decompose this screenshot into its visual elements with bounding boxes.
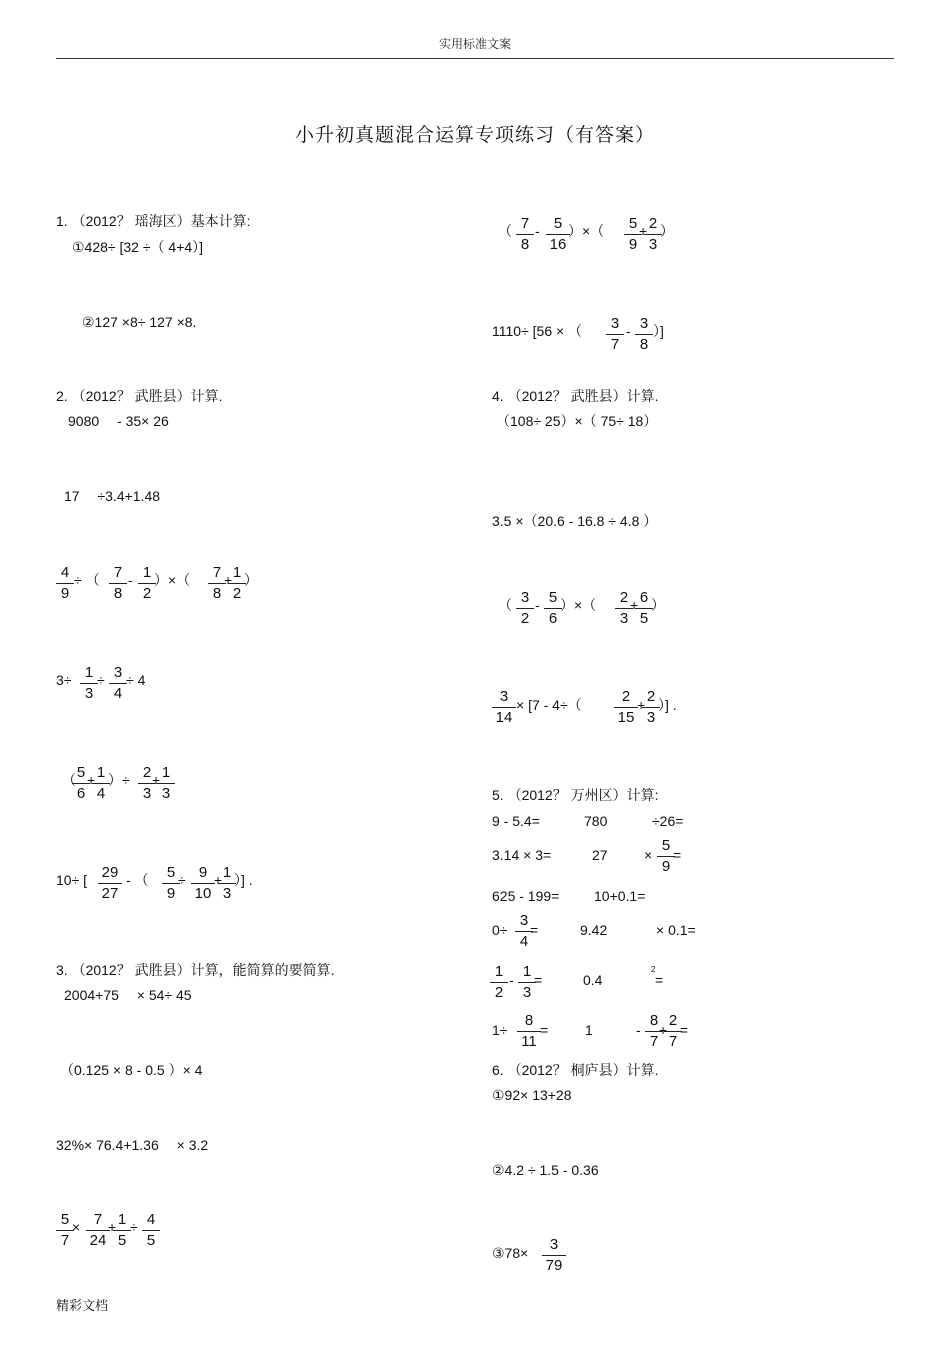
fraction: 29 27 <box>98 865 122 901</box>
operator: × <box>72 1219 81 1235</box>
operator: （ <box>62 772 76 788</box>
fraction: 1 3 <box>518 964 536 1000</box>
operator: + <box>630 597 639 613</box>
fraction: 3 7 <box>606 316 624 352</box>
operator: + <box>108 1219 117 1235</box>
q6-a: ①92× 13+28 <box>492 1087 572 1103</box>
header-divider <box>56 58 894 59</box>
q5-r2d: = <box>673 847 682 863</box>
q5-r1b: 780 <box>584 813 608 829</box>
q5-r3a: 625 - 199= <box>492 888 560 904</box>
operator: ）×（ <box>560 597 597 613</box>
fraction: 3 14 <box>492 689 516 725</box>
q5-r6e: + <box>659 1022 668 1038</box>
page-title: 小升初真题混合运算专项练习（有答案） <box>294 124 655 146</box>
fraction: 9 10 <box>191 865 215 901</box>
operator: - （ <box>126 872 149 888</box>
q6-b: ②4.2 ÷ 1.5 - 0.36 <box>492 1162 599 1178</box>
fraction: 2 7 <box>664 1013 682 1049</box>
fraction: 5 16 <box>546 216 570 252</box>
operator: - <box>128 572 133 588</box>
q5-r6d: - <box>636 1022 641 1038</box>
operator: ÷ 4 <box>126 672 146 688</box>
fraction: 1 2 <box>138 565 156 601</box>
q2-heading: 2. （2012？ 武胜县）计算. <box>56 388 223 404</box>
q5-r2c: × <box>644 847 653 863</box>
operator: + <box>87 772 96 788</box>
operator: + <box>639 223 648 239</box>
operator: × [7 - 4÷（ <box>516 697 582 713</box>
fraction: 1 3 <box>80 665 98 701</box>
fraction: 1 4 <box>92 765 110 801</box>
operator: - <box>535 597 540 613</box>
operator: + <box>224 572 233 588</box>
q3-a: 2004+75 × 54÷ 45 <box>64 987 192 1003</box>
q5-r4a: 0÷ <box>492 922 508 938</box>
fraction: 8 7 <box>645 1013 663 1049</box>
operator: ）] . <box>234 872 253 888</box>
q3-c: 32%× 76.4+1.36 × 3.2 <box>56 1137 209 1153</box>
fraction: 2 15 <box>614 689 638 725</box>
operator: - <box>626 323 631 339</box>
fraction: 5 6 <box>544 590 562 626</box>
q1-b: ②127 ×8÷ 127 ×8. <box>82 314 197 330</box>
q2-a: 9080 - 35× 26 <box>68 413 169 429</box>
fraction: 4 9 <box>56 565 74 601</box>
q5-r6a: 1÷ <box>492 1022 508 1038</box>
fraction: 7 8 <box>208 565 226 601</box>
fraction: 7 24 <box>86 1212 110 1248</box>
operator: + <box>637 697 646 713</box>
q4-b: 3.5 ×（20.6 - 16.8 ÷ 4.8 ） <box>492 513 658 529</box>
operator: ） <box>651 597 665 613</box>
fraction: 1 3 <box>157 765 175 801</box>
q1-heading: 1. （2012？ 瑶海区）基本计算: <box>56 213 251 229</box>
operator: ）÷ <box>108 772 130 788</box>
q5-r2a: 3.14 × 3= <box>492 847 552 863</box>
q5-r5b: = <box>534 972 543 988</box>
operator: + <box>214 872 223 888</box>
fraction: 6 5 <box>635 590 653 626</box>
operator: ）] . <box>658 697 677 713</box>
fraction: 5 7 <box>56 1212 74 1248</box>
operator: （ <box>498 597 512 613</box>
fraction: 5 6 <box>72 765 90 801</box>
page-footer: 精彩文档 <box>56 1299 109 1314</box>
operator: ）×（ <box>154 572 191 588</box>
q5-r6c: 1 <box>585 1022 593 1038</box>
q5-r5d: = <box>655 972 664 988</box>
operator: + <box>152 772 161 788</box>
page-header: 实用标准文案 <box>438 37 511 51</box>
q5-r6b: = <box>540 1022 549 1038</box>
q4-a: （108÷ 25）×（ 75÷ 18） <box>496 413 658 429</box>
fraction: 1 5 <box>113 1212 131 1248</box>
q5-r6f: = <box>680 1022 689 1038</box>
fraction: 2 3 <box>642 689 660 725</box>
q5-r1c: ÷26= <box>652 813 684 829</box>
q5-r2b: 27 <box>592 847 608 863</box>
fraction: 3 8 <box>635 316 653 352</box>
operator: （ <box>498 223 512 239</box>
fraction: 5 9 <box>657 838 675 874</box>
fraction: 3 4 <box>109 665 127 701</box>
operator: ） <box>244 572 258 588</box>
operator: - <box>535 223 540 239</box>
operator: ）×（ <box>568 223 605 239</box>
operator: 10÷ [ <box>56 872 88 888</box>
fraction: 1 3 <box>218 865 236 901</box>
q3-heading: 3. （2012？ 武胜县）计算，能简算的要简算. <box>56 962 335 978</box>
operator: 1110÷ [56 × （ <box>492 323 583 339</box>
q5-r3b: 10+0.1= <box>594 888 646 904</box>
q3-b: （0.125 × 8 - 0.5 ）× 4 <box>60 1062 203 1078</box>
q2-b: 17 ÷3.4+1.48 <box>64 488 161 504</box>
operator: ÷ （ <box>74 572 100 588</box>
fraction: 3 2 <box>516 590 534 626</box>
fraction: 2 3 <box>138 765 156 801</box>
operator: 3÷ <box>56 672 72 688</box>
operator: ÷ <box>130 1219 138 1235</box>
fraction: 4 5 <box>142 1212 160 1248</box>
fraction: 7 8 <box>109 565 127 601</box>
q5-r4b: = <box>530 922 539 938</box>
fraction: 5 9 <box>162 865 180 901</box>
q4-heading: 4. （2012？ 武胜县）计算. <box>492 388 659 404</box>
q5-r4c: 9.42 <box>580 922 608 938</box>
fraction: 7 8 <box>516 216 534 252</box>
q6-c: ③78× <box>492 1245 529 1261</box>
q1-a: ①428÷ [32 ÷（ 4+4）] <box>72 239 204 255</box>
fraction: 8 11 <box>517 1013 541 1049</box>
q5-r5a: - <box>509 972 514 988</box>
q6-heading: 6. （2012？ 桐庐县）计算. <box>492 1062 659 1078</box>
q5-r4d: × 0.1= <box>656 922 696 938</box>
q5-r5c: 0.4 <box>583 972 603 988</box>
fraction: 1 2 <box>228 565 246 601</box>
fraction: 5 9 <box>624 216 642 252</box>
q5-r5-superscript: 2 <box>651 965 656 974</box>
q5-heading: 5. （2012？ 万州区）计算: <box>492 787 659 803</box>
fraction: 2 3 <box>644 216 662 252</box>
fraction: 1 2 <box>490 964 508 1000</box>
fraction: 3 79 <box>542 1237 566 1273</box>
operator: ）] <box>653 323 664 339</box>
fraction: 2 3 <box>615 590 633 626</box>
operator: ） <box>660 223 674 239</box>
fraction: 3 4 <box>515 913 533 949</box>
operator: ÷ <box>178 872 186 888</box>
q5-r1a: 9 - 5.4= <box>492 813 540 829</box>
operator: ÷ <box>97 672 105 688</box>
